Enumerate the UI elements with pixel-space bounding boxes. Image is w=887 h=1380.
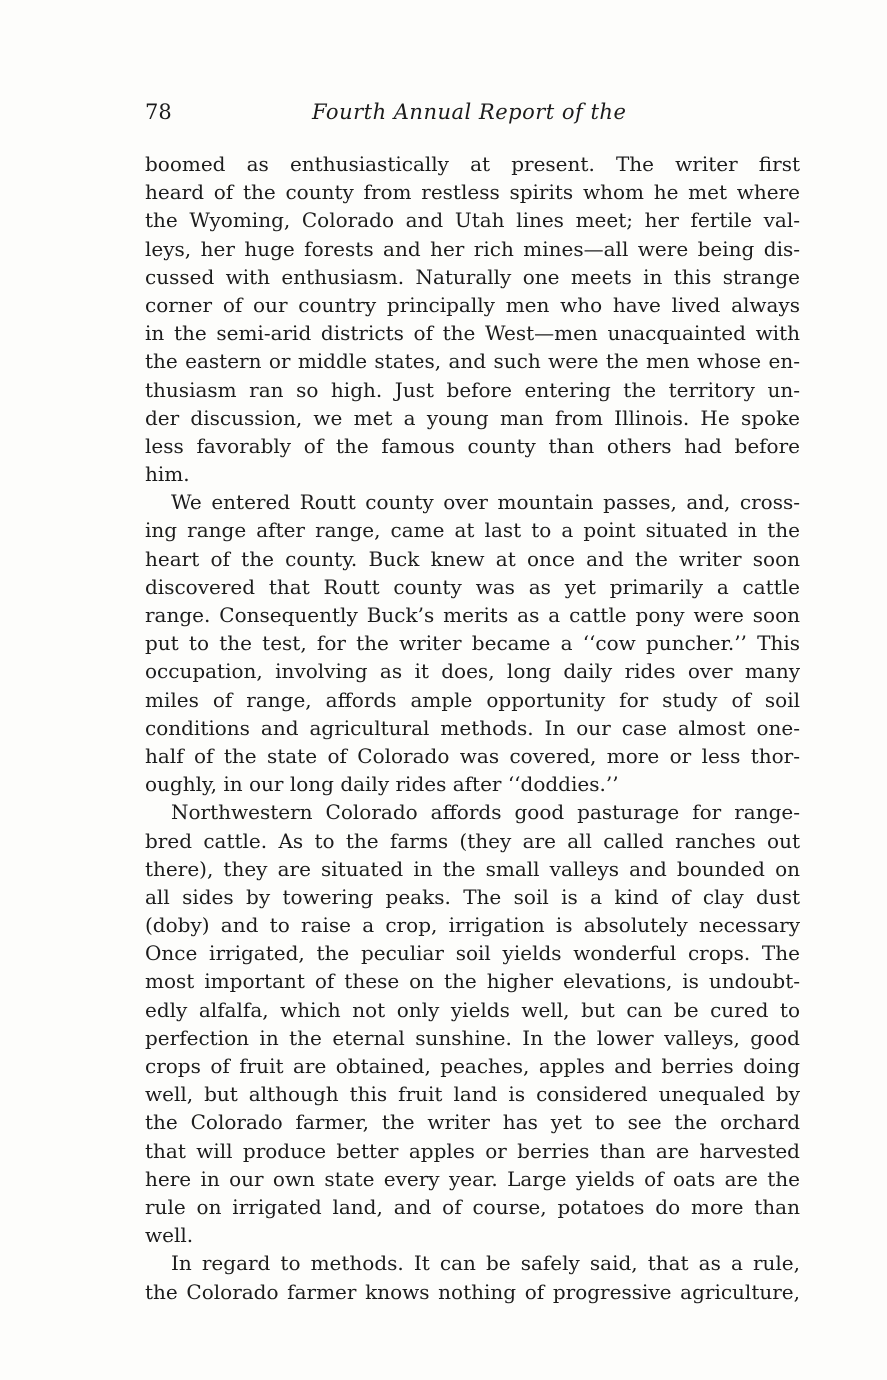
text-line: that will produce better apples or berries than are harvested [145, 1138, 800, 1163]
text-line: Northwestern Colorado affords good pasturage for range- [171, 800, 800, 825]
text-line: occupation, involving as it does, long daily rides over many [145, 659, 800, 684]
page-header [145, 100, 800, 130]
text-line: ing range after range, came at last to a point situated in the [145, 518, 800, 543]
text-line: the Wyoming, Colorado and Utah lines meet; her fertile val- [145, 208, 800, 233]
body-text [145, 150, 800, 1306]
text-line: perfection in the eternal sunshine. In the lower valleys, good [145, 1025, 800, 1050]
text-line: In regard to methods. It can be safely said, that as a rule, [171, 1251, 800, 1276]
text-line: crops of fruit are obtained, peaches, apples and berries doing [145, 1054, 800, 1078]
running-title: Fourth Annual Report of the [312, 100, 627, 124]
text-line: der discussion, we met a young man from Illinois. He spoke [145, 405, 800, 430]
paragraph [145, 1249, 800, 1305]
text-line: Once irrigated, the peculiar soil yields wonderful crops. The [145, 941, 800, 966]
text-line: oughly, in our long daily rides after ‘‘doddies.’’ [145, 772, 619, 797]
text-line: edly alfalfa, which not only yields well, but can be cured to [145, 997, 800, 1022]
text-line: miles of range, affords ample opportunity for study of soil [145, 687, 800, 712]
text-line: thusiasm ran so high. Just before entering the territory un- [145, 377, 800, 402]
text-line: leys, her huge forests and her rich mines—all were being dis- [145, 236, 800, 261]
text-line: bred cattle. As to the farms (they are all called ranches out [145, 828, 800, 853]
text-line: heard of the county from restless spirits whom he met where [145, 180, 800, 205]
text-line: cussed with enthusiasm. Naturally one meets in this strange [145, 264, 800, 289]
text-line: rule on irrigated land, and of course, potatoes do more than [145, 1194, 800, 1219]
text-line: the Colorado farmer knows nothing of progressive agriculture, [145, 1279, 800, 1304]
page-number: 78 [145, 100, 172, 124]
paragraph [145, 150, 800, 488]
text-line: discovered that Routt county was as yet primarily a cattle [145, 574, 800, 599]
text-line: boomed as enthusiastically at present. The writer first [145, 152, 800, 176]
text-line: there), they are situated in the small valleys and bounded on [145, 856, 800, 881]
paragraph [145, 798, 800, 1249]
text-line: all sides by towering peaks. The soil is a kind of clay dust [145, 884, 800, 909]
text-line: heart of the county. Buck knew at once and the writer soon [145, 546, 800, 571]
text-line: We entered Routt county over mountain passes, and, cross- [171, 490, 800, 515]
text-line: put to the test, for the writer became a ‘‘cow puncher.’’ This [145, 631, 800, 656]
text-line: well. [145, 1223, 194, 1248]
text-line: well, but although this fruit land is considered unequaled by [145, 1082, 800, 1107]
text-line: most important of these on the higher elevations, is undoubt- [145, 969, 800, 994]
text-line: in the semi-arid districts of the West—men unacquainted with [145, 321, 800, 346]
text-line: corner of our country principally men who have lived always [145, 292, 800, 317]
text-line: less favorably of the famous county than others had before [145, 433, 800, 458]
text-line: the eastern or middle states, and such were the men whose en- [145, 349, 800, 374]
text-line: conditions and agricultural methods. In our case almost one- [145, 715, 800, 740]
text-line: the Colorado farmer, the writer has yet to see the orchard [145, 1110, 800, 1135]
text-line: range. Consequently Buck’s merits as a cattle pony were soon [145, 603, 800, 627]
text-line: him. [145, 462, 190, 487]
text-line: half of the state of Colorado was covered, more or less thor- [145, 743, 800, 768]
text-line: (doby) and to raise a crop, irrigation is absolutely necessary [145, 913, 800, 938]
text-line: here in our own state every year. Large yields of oats are the [145, 1166, 800, 1191]
paragraph [145, 488, 800, 798]
